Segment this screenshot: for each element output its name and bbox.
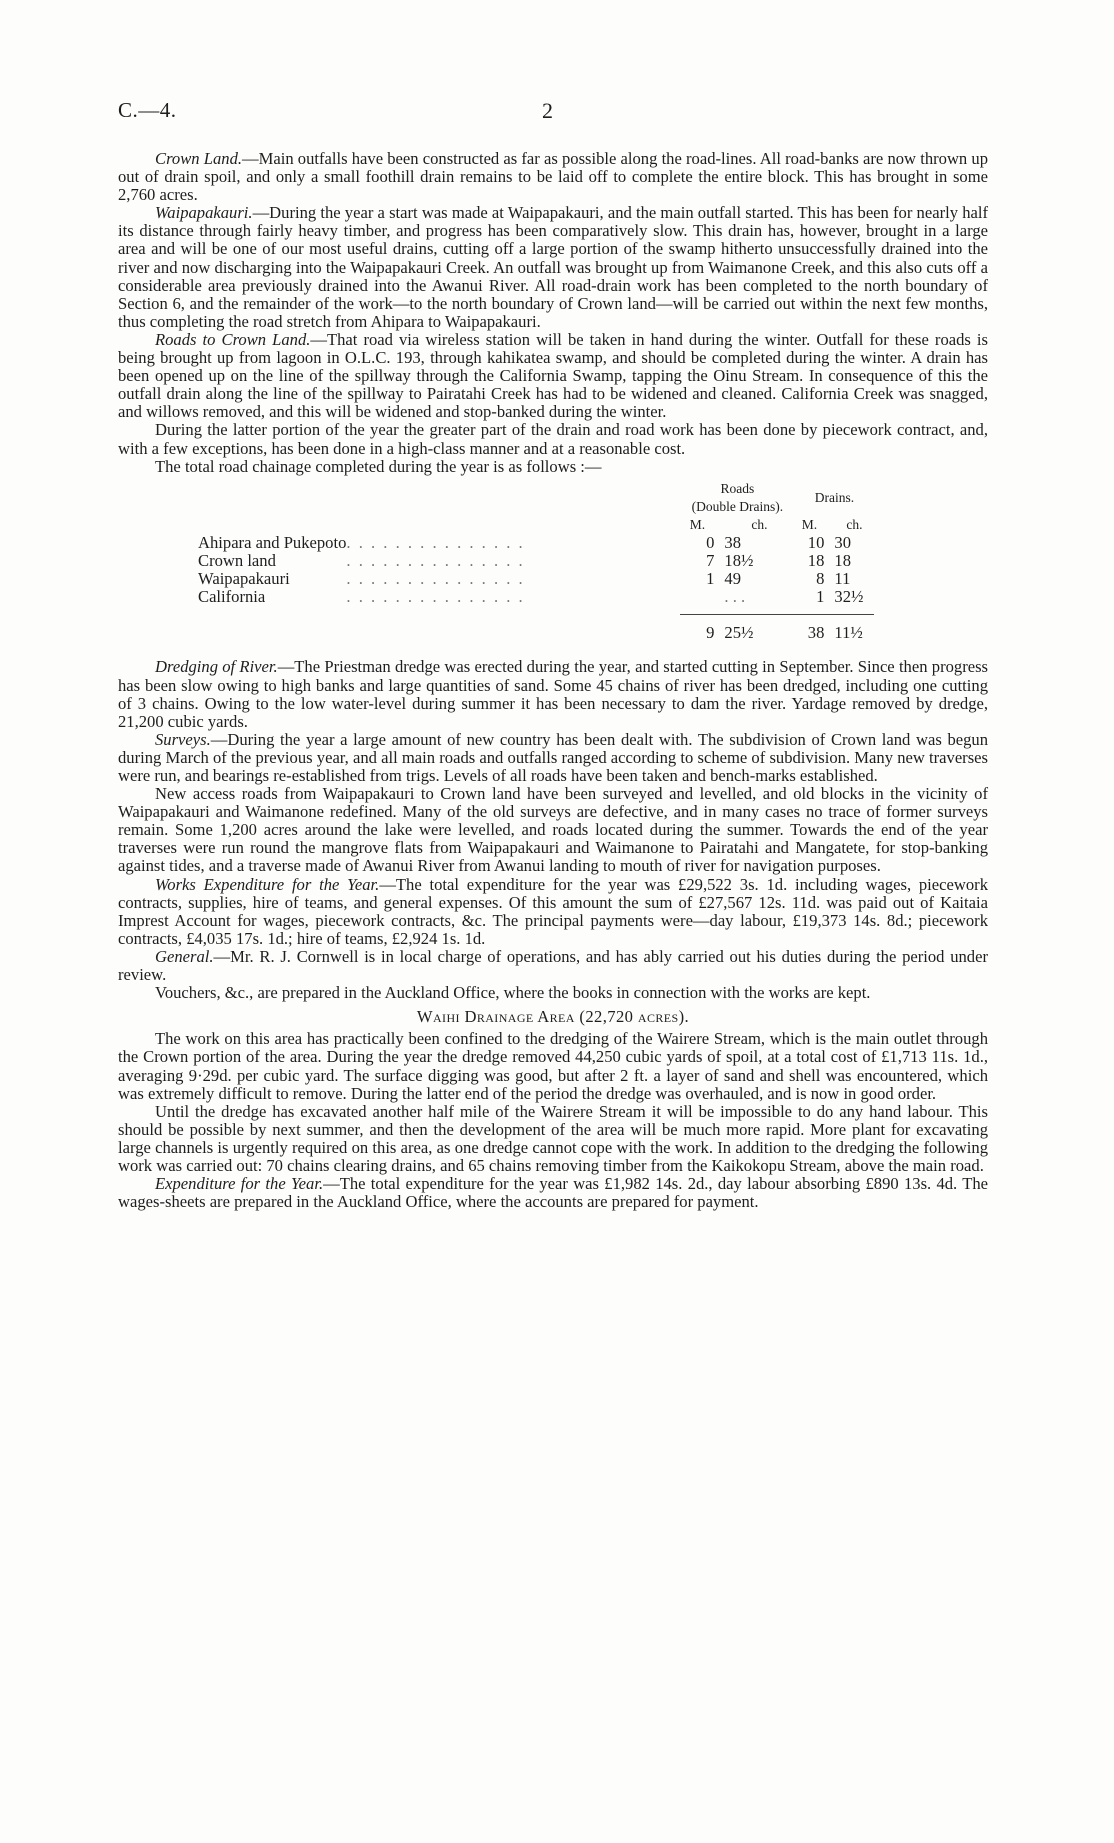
unit-miles: M. [689, 516, 706, 532]
roads-chains: 18½ [724, 551, 754, 571]
paragraph-text: During the latter portion of the year the greater part of the drain and road work has been done by piecework contract, and, with a few exceptions, has been done in a high-class manner and at a reasonable cost. [118, 420, 988, 458]
leader-dots: . . . . . . . . . . . . . . . [346, 551, 525, 571]
roads-miles: 0 [706, 532, 715, 552]
table-totals-row [198, 618, 874, 642]
roads-chains: 49 [724, 569, 741, 589]
paragraph-text: —The total expenditure for the year was £29,522 3s. 1d. including wages, piecework contracts, supplies, hire of teams, and general expenses. Of this amount the sum of £27,567 12s. 11d. was paid out of Kaitaia Imprest Account for wages, piecework contracts, &c. The principal payments were—day labour, £19,373 14s. 8d.; piecework contracts, £4,035 17s. 1d.; hire of teams, £2,924 1s. 1d. [118, 874, 988, 948]
total-roads-chains: 25½ [724, 623, 754, 643]
roads-header-label: Roads [720, 480, 755, 496]
drains-chains: 11 [834, 569, 851, 589]
paragraph-text: Until the dredge has excavated another half mile of the Wairere Stream it will be impossible to do any hand labour. This should be possible by next summer, and then the development of the area will be much more rapid. More plant for excavating large channels is urgently required on this area, as one dredge cannot cope with the work. In addition to the dredging the following work was carried out: 70 chains clearing drains, and 65 chains removing timber from the Kaikokopu Stream, above the main road. [118, 1101, 988, 1175]
paragraph-general [118, 948, 988, 984]
table-units-row [198, 516, 874, 534]
paragraph-text: —During the year a large amount of new country has been dealt with. The subdivision of Crown land was begun during March of the previous year, and all main roads and outfalls ranged according to scheme of subdivision. Many new traverses were run, and bearings re-established from trigs. Levels of all roads have been taken and bench-marks established. [118, 729, 988, 785]
table-row [198, 552, 874, 570]
total-drains-miles: 38 [807, 623, 825, 643]
paragraph-access-roads [118, 785, 988, 875]
leader-dots: . . . . . . . . . . . . . . . [346, 569, 525, 589]
paragraph-text: —That road via wireless station will be taken in hand during the winter. Outfall for these roads is being brought up from lagoon in O.L.C. 193, through kahikatea swamp, and should be completed during the winter. A drain has been opened up on the line of the spillway through the California Swamp, tapping the Oinu Stream. In consequence of this the outfall drain along the line of the spillway to Pairatahi Creek has had to be widened and cleaned. California Creek was snagged, and willows removed, and this will be widened and stop-banked during the winter. [118, 329, 988, 422]
paragraph-heading: Works Expenditure for the Year. [155, 874, 380, 894]
unit-chains: ch. [846, 516, 863, 532]
row-label: California [198, 587, 266, 607]
paragraph-works-expenditure [118, 876, 988, 948]
table-header-row [198, 480, 874, 516]
section-heading-waihi: Waihi Drainage Area (22,720 acres). [416, 1007, 690, 1027]
drains-miles: 1 [816, 587, 825, 607]
paragraph-text: The total road chainage completed during the year is as follows :— [155, 456, 602, 476]
total-roads-miles: 9 [706, 623, 715, 643]
paragraph-dredging [118, 658, 988, 730]
leader-dots: . . . . . . . . . . . . . . . [346, 587, 525, 607]
row-label: Crown land [198, 551, 276, 571]
roads-miles: 1 [706, 569, 715, 589]
paragraph-heading: Expenditure for the Year. [155, 1174, 324, 1194]
unit-miles: M. [801, 516, 818, 532]
table-row [198, 588, 874, 606]
drains-chains: 18 [834, 551, 851, 571]
drains-chains: 30 [834, 532, 851, 552]
drains-total-rule [794, 614, 874, 615]
paragraph-heading: Roads to Crown Land. [155, 329, 311, 349]
table-row [198, 534, 874, 552]
table-rule-row [198, 606, 874, 618]
roads-chains: . . . [724, 587, 746, 607]
paragraph-heading: General. [155, 946, 214, 966]
paragraph-text: The work on this area has practically been confined to the dredging of the Wairere Stream, which is the main outlet through the Crown portion of the area. During the year the dredge removed 44,250 cubic yards of spoil, at a total cost of £1,713 11s. 1d., averaging 9·29d. per cubic yard. The surface digging was good, but after 2 ft. a layer of sand and shell was encountered, which was extremely difficult to remove. During the latter end of the period the dredge was overhauled, and is now in good order. [118, 1029, 988, 1103]
paragraph-heading: Crown Land. [155, 149, 243, 168]
paragraph-text: —The total expenditure for the year was £1,982 14s. 2d., day labour absorbing £890 13s. 4d. The wages-sheets are prepared in the Auckland Office, where the accounts are prepared for payment. [118, 1174, 988, 1212]
page-number: 2 [542, 98, 553, 123]
paragraph-text: New access roads from Waipapakauri to Crown land have been surveyed and levelled, and old blocks in the vicinity of Waipapakauri and Waimanone redefined. Many of the old surveys are defective, and in many cases no trace of former surveys remain. Some 1,200 acres around the lake were levelled, and roads located during the summer. Towards the end of the year traverses were run round the mangrove flats from Waipapakauri and Waimanone to Pairatahi and Mangatete, for stop-banking against tides, and a traverse made of Awanui River from Awanui landing to mouth of river for navigation purposes. [118, 784, 988, 876]
paragraph-surveys [118, 731, 988, 785]
drains-miles: 18 [807, 551, 825, 571]
roads-header-sublabel: (Double Drains). [691, 498, 784, 514]
paragraph-waihi-dredge [118, 1103, 988, 1175]
paragraph-waihi-work [118, 1030, 988, 1102]
roads-chains: 38 [724, 532, 741, 552]
roads-total-rule [680, 614, 794, 615]
paragraph-vouchers [118, 984, 988, 1002]
paragraph-heading: Dredging of River. [155, 657, 278, 677]
row-label: Waipapakauri [198, 569, 290, 589]
paragraph-piecework [118, 421, 988, 457]
paragraph-waipapakauri [118, 204, 988, 331]
total-drains-chains: 11½ [834, 623, 863, 643]
paragraph-chainage-intro [118, 458, 988, 476]
paragraph-roads-to-crown-land [118, 331, 988, 421]
paragraph-text: —The Priestman dredge was erected during the year, and started cutting in September. Since then progress has been slow owing to high banks and large quantities of sand. Some 45 chains of river has been dredged, including one cutting of 3 chains. Owing to the low water-level during summer it has been necessary to dam the river. Yardage removed by dredge, 21,200 cubic yards. [118, 657, 989, 731]
report-body [118, 150, 988, 1211]
paragraph-text: Vouchers, &c., are prepared in the Auckland Office, where the books in connection with the works are kept. [155, 983, 871, 1003]
drains-miles: 8 [816, 569, 825, 589]
page-header [118, 98, 998, 138]
leader-dots: . . . . . . . . . . . . . . . [346, 532, 525, 552]
chainage-table [198, 480, 874, 643]
report-reference: C.—4. [118, 98, 177, 122]
paragraph-text: —During the year a start was made at Waipapakauri, and the main outfall started. This has been for nearly half its distance through fairly heavy timber, and progress has been comparatively slow. This drain has, however, brought in a large area and will be one of our most useful drains, cutting off a large portion of the swamp hitherto unsuccessfully drained into the river and now discharging into the Waipapakauri Creek. An outfall was brought up from Waimanone Creek, and this also cuts off a considerable area previously drained into the Awanui River. All road-drain work has been completed to the north boundary of Section 6, and the remainder of the work—to the north boundary of Crown land—will be carried out within the next few months, thus completing the road stretch from Ahipara to Waipapakauri. [118, 203, 988, 331]
table-row [198, 570, 874, 588]
paragraph-text: —Mr. R. J. Cornwell is in local charge of operations, and has ably carried out his duties during the period under review. [118, 946, 988, 985]
row-label: Ahipara and Pukepoto [198, 532, 347, 552]
paragraph-crown-land [118, 150, 988, 204]
paragraph-text: —Main outfalls have been constructed as far as possible along the road-lines. All road-banks are now thrown up out of drain spoil, and only a small foothill drain remains to be laid off to complete the entire block. This has brought in some 2,760 acres. [118, 149, 988, 205]
roads-miles [680, 588, 724, 606]
paragraph-heading: Waipapakauri. [155, 203, 253, 223]
roads-column-header [680, 480, 794, 516]
drains-chains: 32½ [834, 587, 864, 607]
drains-column-header: Drains. [814, 489, 855, 505]
paragraph-waihi-expenditure [118, 1175, 988, 1211]
roads-miles: 7 [706, 551, 715, 571]
paragraph-heading: Surveys. [155, 729, 211, 749]
unit-chains: ch. [751, 516, 768, 532]
drains-miles: 10 [807, 532, 825, 552]
